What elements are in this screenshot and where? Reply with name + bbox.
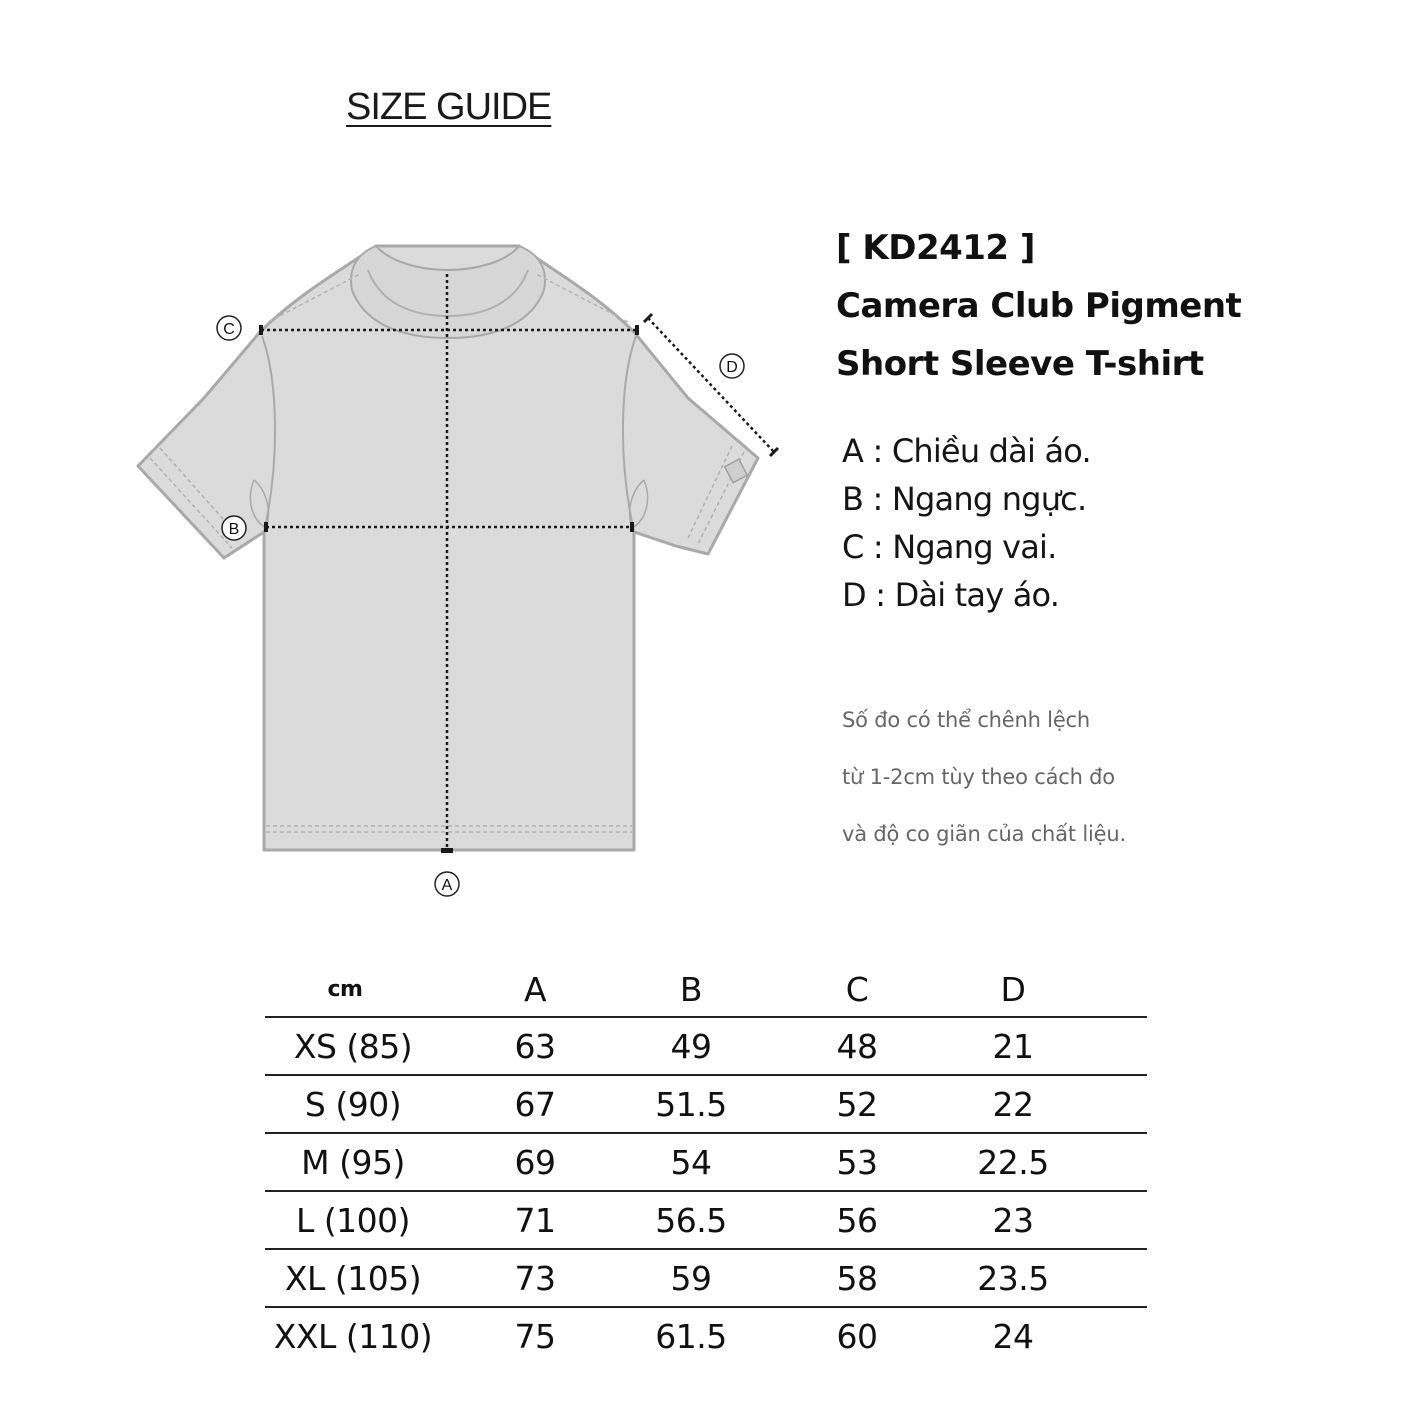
value-d-cell: 24 <box>992 1316 1034 1356</box>
value-a-cell: 67 <box>514 1084 556 1124</box>
legend-b: B : Ngang ngực. <box>842 480 1087 518</box>
note-line-1: Số đo có thể chênh lệch <box>842 708 1090 732</box>
table-row <box>265 1248 1147 1306</box>
header-c: C <box>845 969 869 1009</box>
size-cell: S (90) <box>304 1084 402 1124</box>
table-row <box>265 1132 1147 1190</box>
marker-d <box>720 354 744 378</box>
table-row <box>265 1016 1147 1074</box>
value-c-cell: 58 <box>836 1258 878 1298</box>
page-title: SIZE GUIDE <box>346 86 552 128</box>
value-b-cell: 49 <box>670 1026 712 1066</box>
value-a-cell: 75 <box>514 1316 556 1356</box>
product-code: [ KD2412 ] <box>836 228 1035 268</box>
marker-b <box>222 516 246 540</box>
value-c-cell: 48 <box>836 1026 878 1066</box>
note-line-3: và độ co giãn của chất liệu. <box>842 822 1126 846</box>
table-header <box>265 962 1147 1016</box>
product-name-line2: Short Sleeve T-shirt <box>836 344 1204 384</box>
marker-c-label: C <box>223 321 235 338</box>
value-b-cell: 54 <box>670 1142 712 1182</box>
value-b-cell: 56.5 <box>655 1200 727 1240</box>
value-d-cell: 22.5 <box>977 1142 1049 1182</box>
value-a-cell: 63 <box>514 1026 556 1066</box>
value-d-cell: 22 <box>992 1084 1034 1124</box>
value-a-cell: 71 <box>514 1200 556 1240</box>
value-a-cell: 69 <box>514 1142 556 1182</box>
header-b: B <box>679 969 703 1009</box>
header-a: A <box>523 969 547 1009</box>
marker-a-label: A <box>441 877 453 894</box>
legend-d: D : Dài tay áo. <box>842 576 1060 614</box>
value-c-cell: 52 <box>836 1084 878 1124</box>
value-c-cell: 60 <box>836 1316 878 1356</box>
size-cell: L (100) <box>295 1200 411 1240</box>
size-cell: M (95) <box>301 1142 405 1182</box>
marker-a <box>435 872 459 896</box>
size-cell: XL (105) <box>284 1258 422 1298</box>
value-d-cell: 23.5 <box>977 1258 1049 1298</box>
value-b-cell: 51.5 <box>655 1084 727 1124</box>
value-b-cell: 59 <box>670 1258 712 1298</box>
marker-c <box>217 316 241 340</box>
legend-c: C : Ngang vai. <box>842 528 1057 566</box>
table-row <box>265 1190 1147 1248</box>
value-c-cell: 56 <box>836 1200 878 1240</box>
value-d-cell: 21 <box>992 1026 1034 1066</box>
value-d-cell: 23 <box>992 1200 1034 1240</box>
legend-a: A : Chiều dài áo. <box>842 432 1091 470</box>
size-table <box>265 962 1147 1364</box>
product-name-line1: Camera Club Pigment <box>836 286 1242 326</box>
header-unit: cm <box>327 976 363 1002</box>
value-a-cell: 73 <box>514 1258 556 1298</box>
table-row <box>265 1074 1147 1132</box>
value-b-cell: 61.5 <box>655 1316 727 1356</box>
header-d: D <box>1000 969 1026 1009</box>
table-row <box>265 1306 1147 1364</box>
size-cell: XXL (110) <box>273 1316 433 1356</box>
marker-b-label: B <box>228 521 240 538</box>
size-cell: XS (85) <box>293 1026 413 1066</box>
marker-d-label: D <box>726 359 738 376</box>
value-c-cell: 53 <box>836 1142 878 1182</box>
note-line-2: từ 1-2cm tùy theo cách đo <box>842 765 1115 789</box>
